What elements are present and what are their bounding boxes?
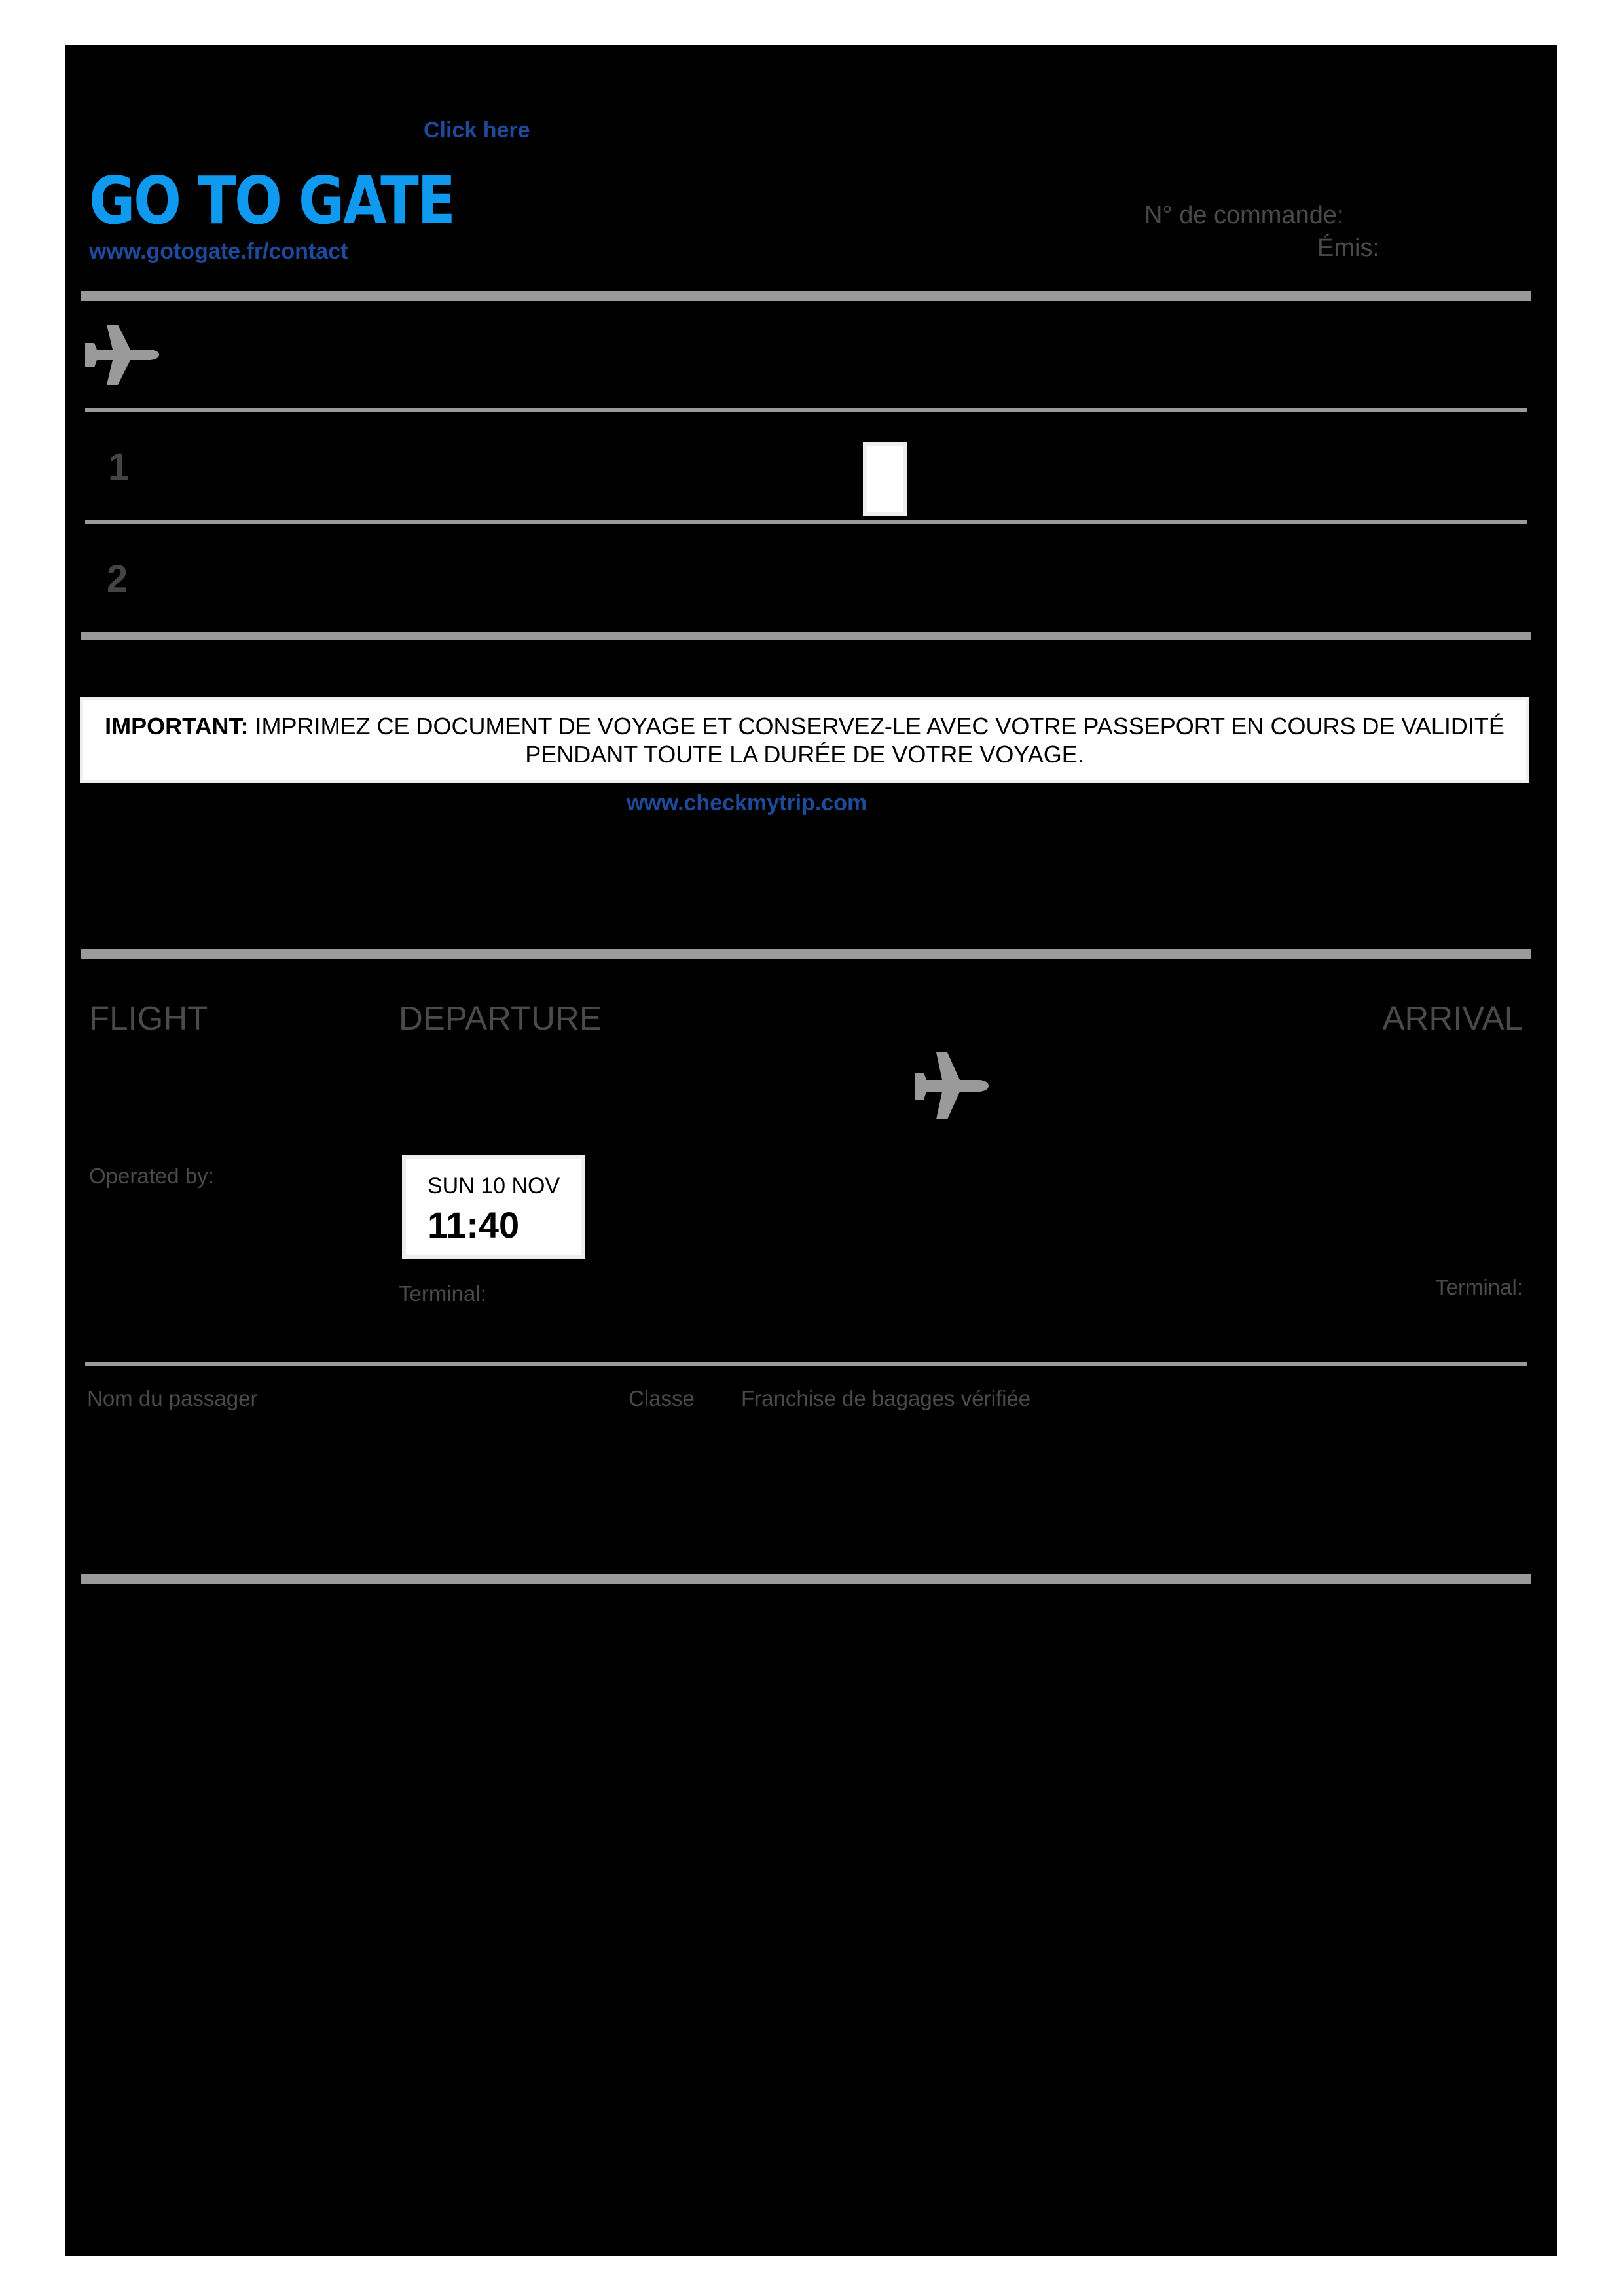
class-header: Classe (629, 1386, 695, 1410)
header-divider (81, 291, 1531, 301)
plane-icon (85, 325, 159, 385)
white-placeholder-box (863, 442, 907, 516)
important-notice (80, 697, 1529, 783)
departure-header: DEPARTURE (399, 999, 602, 1037)
operated-by-label: Operated by: (89, 1164, 214, 1188)
itinerary-row-number: 2 (107, 558, 128, 600)
departure-terminal-label: Terminal: (399, 1282, 486, 1306)
checkmytrip-link[interactable]: www.checkmytrip.com (627, 791, 867, 816)
order-number-label: N° de commande: (1144, 202, 1344, 229)
passenger-name-header: Nom du passager (87, 1386, 258, 1410)
bottom-divider (81, 1574, 1531, 1584)
click-here-link[interactable]: Click here (424, 118, 530, 143)
itinerary-row-divider (85, 408, 1527, 412)
arrival-header: ARRIVAL (1382, 999, 1523, 1037)
departure-time: 11:40 (428, 1204, 520, 1246)
important-label: IMPORTANT: (105, 713, 249, 740)
departure-datetime-box (402, 1155, 585, 1259)
flight-section-divider (81, 949, 1531, 959)
ticket-document (65, 45, 1557, 2256)
contact-link[interactable]: www.gotogate.fr/contact (89, 239, 348, 264)
baggage-allowance-header: Franchise de bagages vérifiée (741, 1386, 1031, 1410)
arrival-terminal-label: Terminal: (1435, 1275, 1523, 1299)
passenger-section-divider (85, 1362, 1527, 1366)
flight-header: FLIGHT (89, 999, 208, 1037)
issued-label: Émis: (1317, 234, 1379, 262)
itinerary-row-number: 1 (108, 446, 130, 488)
itinerary-row-divider (85, 520, 1527, 524)
departure-date: SUN 10 NOV (428, 1174, 560, 1198)
itinerary-divider (81, 632, 1531, 640)
gotogate-logo: GO TO GATE (89, 162, 454, 239)
plane-icon (915, 1052, 989, 1119)
important-text: IMPRIMEZ CE DOCUMENT DE VOYAGE ET CONSERVEZ-LE AVEC VOTRE PASSEPORT EN COURS DE VALIDITÉ PENDANT TOUTE LA DURÉE DE VOTRE VOYAGE. (248, 713, 1504, 768)
